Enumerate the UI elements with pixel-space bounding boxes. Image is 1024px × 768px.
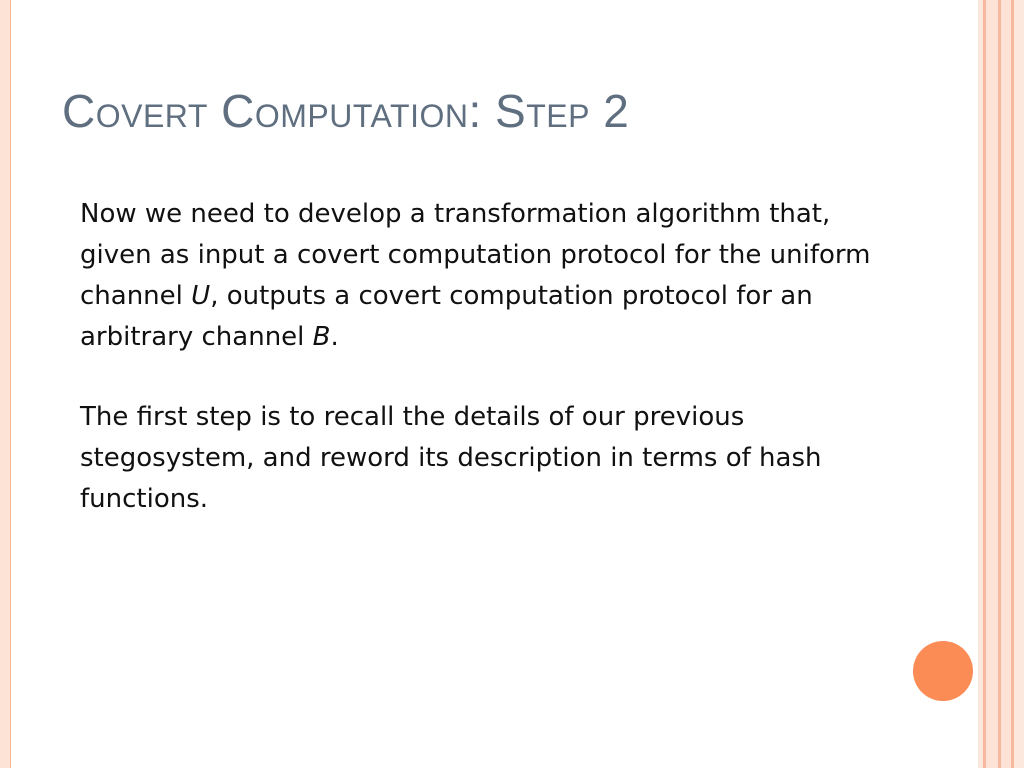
paragraph-1-part-1: Now we need to develop a transformation algorithm that, given as input a covert computation protocol for the uniform channel [80, 199, 871, 311]
paragraph-1-part-3: . [330, 322, 339, 352]
paragraph-1 [80, 194, 910, 358]
paragraph-2: The first step is to recall the details of our previous stegosystem, and reword its description in terms of hash functions. [80, 402, 822, 514]
variable-u: U [191, 281, 211, 311]
orange-circle-decoration [913, 641, 973, 701]
left-border-decoration [0, 0, 11, 768]
stripe [986, 0, 998, 768]
stripe [1001, 0, 1011, 768]
slide-title: Covert Computation: Step 2 [62, 85, 630, 137]
paragraph-1-part-2: , outputs a covert computation protocol for an arbitrary channel [80, 281, 813, 352]
stripe [1014, 0, 1024, 768]
variable-b: B [312, 322, 331, 352]
slide-body [80, 194, 910, 559]
right-stripe-decoration [978, 0, 1024, 768]
